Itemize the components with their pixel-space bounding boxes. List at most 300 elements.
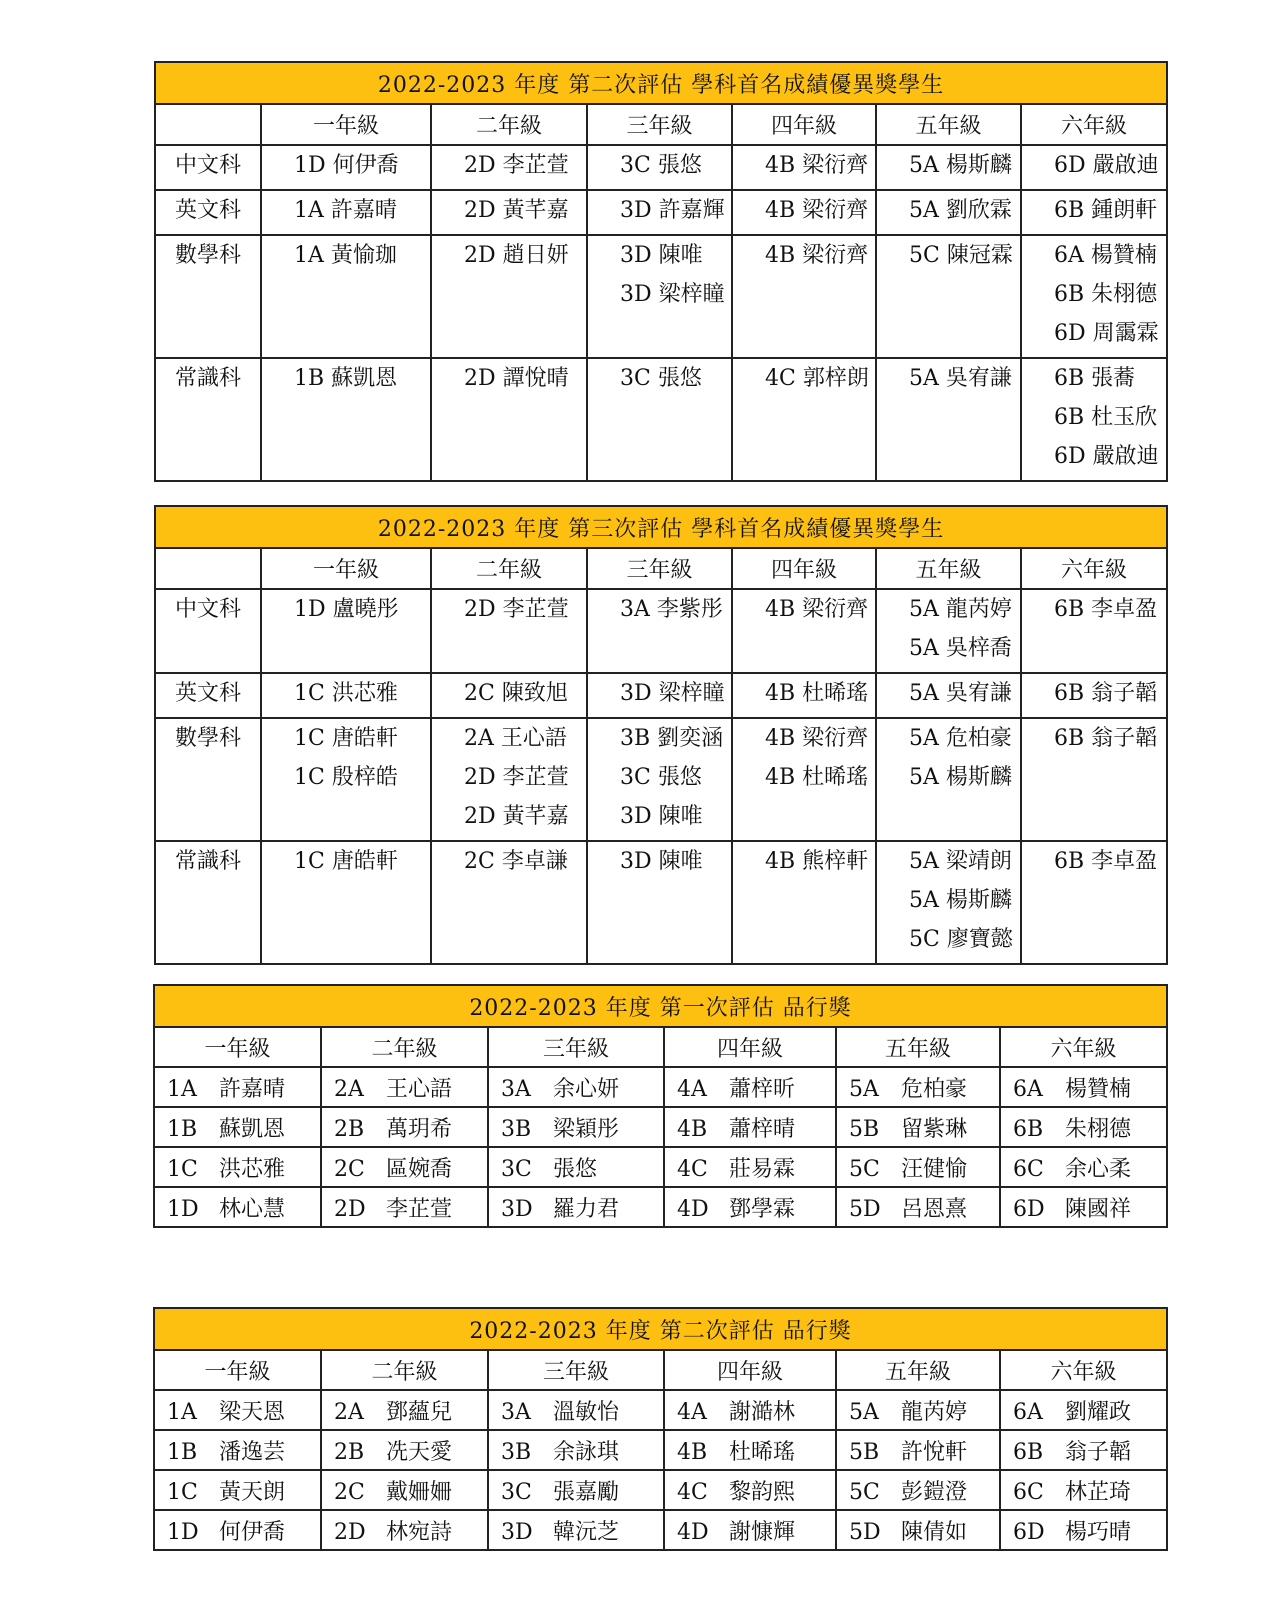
award-cell — [876, 145, 1021, 190]
conduct-cell — [664, 1430, 836, 1470]
student-entry: 2C 陳致旭 — [464, 681, 568, 706]
award-cell — [431, 718, 587, 841]
student-entry: 5A 楊斯麟 — [909, 888, 1012, 913]
subject-name — [155, 145, 261, 190]
conduct-cell — [154, 1147, 321, 1187]
conduct-cell — [321, 1510, 488, 1550]
student-name: 戴姍姍 — [386, 1479, 453, 1505]
student-name: 林芷琦 — [1065, 1479, 1132, 1505]
conduct-award-table-assessment-2 — [153, 1307, 1168, 1551]
conduct-cell — [1000, 1430, 1167, 1470]
class-code: 1D — [167, 1519, 199, 1545]
conduct-row — [154, 1430, 1167, 1470]
award-cell — [876, 358, 1021, 481]
subject-name — [155, 190, 261, 235]
student-entry: 1B 蘇凱恩 — [294, 366, 398, 391]
conduct-cell — [664, 1147, 836, 1187]
student-entry: 4B 熊梓軒 — [765, 849, 869, 874]
class-code: 4A — [677, 1076, 707, 1102]
student-entry: 5A 劉欣霖 — [909, 198, 1012, 223]
grade-header: 五年級 — [836, 1027, 1000, 1067]
class-code: 6D — [1013, 1196, 1045, 1222]
award-cell — [431, 841, 587, 964]
student-name: 潘逸芸 — [219, 1439, 286, 1465]
student-name: 汪健愉 — [901, 1156, 968, 1182]
award-cell — [587, 190, 732, 235]
student-name: 鄧學霖 — [729, 1196, 796, 1222]
student-entry: 6B 翁子韜 — [1054, 726, 1158, 751]
student-entry: 3D 許嘉輝 — [620, 198, 725, 223]
conduct-cell — [1000, 1510, 1167, 1550]
conduct-cell — [154, 1430, 321, 1470]
award-cell — [1021, 673, 1167, 718]
conduct-cell — [1000, 1390, 1167, 1430]
student-name: 蕭梓昕 — [729, 1076, 796, 1102]
grade-header: 五年級 — [876, 104, 1021, 145]
grade-header: 四年級 — [664, 1350, 836, 1390]
conduct-cell — [836, 1107, 1000, 1147]
grade-header-row — [154, 1027, 1167, 1067]
award-cell — [876, 841, 1021, 964]
grade-header: 三年級 — [587, 548, 732, 589]
grade-header: 六年級 — [1000, 1350, 1167, 1390]
student-entry: 5A 吳宥謙 — [909, 366, 1012, 391]
class-code: 2D — [334, 1519, 366, 1545]
student-name: 林宛詩 — [386, 1519, 453, 1545]
student-entry: 2D 李芷萱 — [464, 153, 569, 178]
student-entry: 2C 李卓謙 — [464, 849, 568, 874]
conduct-cell — [1000, 1107, 1167, 1147]
class-code: 4D — [677, 1519, 709, 1545]
student-name: 黎韵熙 — [729, 1479, 796, 1505]
student-name: 許悅軒 — [901, 1439, 968, 1465]
conduct-cell — [154, 1470, 321, 1510]
student-entry: 5A 楊斯麟 — [909, 765, 1012, 790]
award-cell — [876, 235, 1021, 358]
student-entry: 1C 唐皓軒 — [294, 726, 398, 751]
conduct-row — [154, 1187, 1167, 1227]
student-name: 謝澔林 — [729, 1399, 796, 1425]
subject-name — [155, 841, 261, 964]
conduct-cell — [664, 1470, 836, 1510]
award-cell — [261, 235, 431, 358]
award-cell — [261, 589, 431, 673]
conduct-cell — [321, 1470, 488, 1510]
conduct-cell — [321, 1067, 488, 1107]
student-entry: 3B 劉奕涵 — [620, 726, 724, 751]
grade-header: 二年級 — [431, 548, 587, 589]
class-code: 2B — [334, 1439, 365, 1465]
conduct-cell — [154, 1187, 321, 1227]
award-cell — [876, 673, 1021, 718]
student-name: 朱栩德 — [1065, 1116, 1132, 1142]
student-name: 余詠琪 — [553, 1439, 620, 1465]
student-entry: 4B 梁衍齊 — [765, 243, 869, 268]
conduct-cell — [836, 1390, 1000, 1430]
class-code: 3D — [501, 1519, 533, 1545]
award-cell — [261, 718, 431, 841]
award-cell — [431, 235, 587, 358]
class-code: 4A — [677, 1399, 707, 1425]
subject-row — [155, 718, 1167, 841]
award-cell — [587, 841, 732, 964]
student-entry: 2D 李芷萱 — [464, 765, 569, 790]
student-entry: 5A 吳梓喬 — [909, 636, 1012, 661]
academic-award-table-assessment-3 — [154, 505, 1168, 965]
student-entry: 3D 陳唯 — [620, 243, 703, 268]
student-entry: 6B 張蕎 — [1054, 366, 1136, 391]
subject-name — [155, 358, 261, 481]
conduct-cell — [836, 1147, 1000, 1187]
student-entry: 1C 唐皓軒 — [294, 849, 398, 874]
grade-header: 六年級 — [1021, 548, 1167, 589]
subject-row — [155, 235, 1167, 358]
class-code: 2A — [334, 1076, 364, 1102]
subject-name — [155, 589, 261, 673]
class-code: 2C — [334, 1479, 365, 1505]
conduct-cell — [664, 1510, 836, 1550]
class-code: 3B — [501, 1116, 532, 1142]
conduct-cell — [488, 1470, 664, 1510]
grade-header: 四年級 — [664, 1027, 836, 1067]
class-code: 5D — [849, 1519, 881, 1545]
conduct-cell — [154, 1067, 321, 1107]
student-name: 洪芯雅 — [219, 1156, 286, 1182]
award-cell — [587, 589, 732, 673]
student-entry: 5A 危柏豪 — [909, 726, 1012, 751]
conduct-cell — [1000, 1067, 1167, 1107]
conduct-cell — [488, 1390, 664, 1430]
award-cell — [1021, 841, 1167, 964]
student-name: 劉耀政 — [1065, 1399, 1132, 1425]
student-name: 李芷萱 — [386, 1196, 453, 1222]
grade-header: 一年級 — [261, 104, 431, 145]
student-name: 陳倩如 — [901, 1519, 968, 1545]
conduct-cell — [664, 1187, 836, 1227]
conduct-cell — [1000, 1187, 1167, 1227]
student-entry: 4B 梁衍齊 — [765, 153, 869, 178]
conduct-cell — [664, 1067, 836, 1107]
student-name: 余心妍 — [553, 1076, 620, 1102]
conduct-row — [154, 1067, 1167, 1107]
grade-header: 三年級 — [587, 104, 732, 145]
award-cell — [587, 145, 732, 190]
conduct-cell — [664, 1390, 836, 1430]
student-name: 韓沅芝 — [553, 1519, 620, 1545]
student-entry: 4B 杜晞瑤 — [765, 681, 869, 706]
subject-label: 中文科 — [174, 153, 241, 178]
class-code: 3A — [501, 1076, 531, 1102]
student-entry: 5A 吳宥謙 — [909, 681, 1012, 706]
grade-header: 一年級 — [261, 548, 431, 589]
subject-label: 中文科 — [174, 597, 241, 622]
class-code: 1C — [167, 1479, 198, 1505]
student-name: 留紫琳 — [901, 1116, 968, 1142]
conduct-cell — [488, 1187, 664, 1227]
class-code: 3B — [501, 1439, 532, 1465]
table-title: 2022-2023 年度 第二次評估 學科首名成績優異獎學生 — [155, 62, 1167, 104]
student-entry: 2A 王心語 — [464, 726, 567, 751]
conduct-cell — [321, 1147, 488, 1187]
award-cell — [261, 673, 431, 718]
subject-label: 數學科 — [174, 726, 241, 751]
student-name: 莊易霖 — [729, 1156, 796, 1182]
class-code: 6C — [1013, 1479, 1044, 1505]
student-name: 林心慧 — [219, 1196, 286, 1222]
student-entry: 6D 嚴啟迪 — [1054, 153, 1159, 178]
student-entry: 6B 李卓盈 — [1054, 597, 1158, 622]
student-name: 蕭梓晴 — [729, 1116, 796, 1142]
award-cell — [431, 589, 587, 673]
grade-header-row — [154, 1350, 1167, 1390]
grade-header-row — [155, 548, 1167, 589]
award-cell — [732, 718, 876, 841]
conduct-cell — [488, 1067, 664, 1107]
student-name: 危柏豪 — [901, 1076, 968, 1102]
student-entry: 6B 李卓盈 — [1054, 849, 1158, 874]
class-code: 3C — [501, 1479, 532, 1505]
subject-label: 數學科 — [174, 243, 241, 268]
grade-header: 四年級 — [732, 104, 876, 145]
student-entry: 4B 梁衍齊 — [765, 597, 869, 622]
conduct-cell — [1000, 1470, 1167, 1510]
grade-header: 四年級 — [732, 548, 876, 589]
class-code: 2D — [334, 1196, 366, 1222]
grade-header: 六年級 — [1021, 104, 1167, 145]
student-name: 溫敏怡 — [553, 1399, 620, 1425]
grade-header: 五年級 — [876, 548, 1021, 589]
award-cell — [1021, 589, 1167, 673]
student-entry: 5A 楊斯麟 — [909, 153, 1012, 178]
class-code: 5A — [849, 1399, 879, 1425]
student-name: 陳國祥 — [1065, 1196, 1132, 1222]
table-title: 2022-2023 年度 第一次評估 品行獎 — [154, 985, 1167, 1027]
class-code: 6A — [1013, 1399, 1043, 1425]
class-code: 5C — [849, 1479, 880, 1505]
subject-row — [155, 841, 1167, 964]
award-cell — [431, 145, 587, 190]
student-name: 冼天愛 — [386, 1439, 453, 1465]
class-code: 6D — [1013, 1519, 1045, 1545]
conduct-row — [154, 1390, 1167, 1430]
subject-name — [155, 235, 261, 358]
student-entry: 6B 鍾朗軒 — [1054, 198, 1158, 223]
student-entry: 3D 陳唯 — [620, 804, 703, 829]
conduct-cell — [488, 1430, 664, 1470]
award-cell — [1021, 358, 1167, 481]
student-entry: 4B 梁衍齊 — [765, 726, 869, 751]
class-code: 1D — [167, 1196, 199, 1222]
student-entry: 4B 杜晞瑤 — [765, 765, 869, 790]
student-name: 羅力君 — [553, 1196, 620, 1222]
student-entry: 3C 張悠 — [620, 153, 702, 178]
student-name: 謝慷輝 — [729, 1519, 796, 1545]
conduct-cell — [488, 1147, 664, 1187]
class-code: 1C — [167, 1156, 198, 1182]
student-entry: 1A 許嘉晴 — [294, 198, 397, 223]
student-entry: 6B 翁子韜 — [1054, 681, 1158, 706]
class-code: 3A — [501, 1399, 531, 1425]
student-entry: 3D 陳唯 — [620, 849, 703, 874]
student-name: 王心語 — [386, 1076, 453, 1102]
class-code: 4C — [677, 1156, 708, 1182]
student-name: 區婉喬 — [386, 1156, 453, 1182]
award-cell — [261, 358, 431, 481]
award-cell — [431, 673, 587, 718]
award-cell — [261, 190, 431, 235]
award-cell — [1021, 718, 1167, 841]
class-code: 6C — [1013, 1156, 1044, 1182]
student-name: 龍芮婷 — [901, 1399, 968, 1425]
student-entry: 2D 趙日妍 — [464, 243, 569, 268]
subject-row — [155, 190, 1167, 235]
student-entry: 3D 梁梓瞳 — [620, 282, 725, 307]
award-cell — [431, 358, 587, 481]
conduct-cell — [154, 1510, 321, 1550]
class-code: 5D — [849, 1196, 881, 1222]
student-name: 楊贊楠 — [1065, 1076, 1132, 1102]
grade-header-row — [155, 104, 1167, 145]
grade-header: 二年級 — [321, 1027, 488, 1067]
student-entry: 2D 李芷萱 — [464, 597, 569, 622]
grade-header: 三年級 — [488, 1350, 664, 1390]
student-name: 翁子韜 — [1065, 1439, 1132, 1465]
student-entry: 6D 周靄霖 — [1054, 321, 1159, 346]
table-title: 2022-2023 年度 第二次評估 品行獎 — [154, 1308, 1167, 1350]
conduct-cell — [488, 1107, 664, 1147]
student-entry: 1D 何伊喬 — [294, 153, 399, 178]
grade-header: 三年級 — [488, 1027, 664, 1067]
subject-row — [155, 145, 1167, 190]
award-cell — [732, 145, 876, 190]
class-code: 2C — [334, 1156, 365, 1182]
award-cell — [732, 235, 876, 358]
conduct-cell — [836, 1470, 1000, 1510]
student-name: 杜晞瑤 — [729, 1439, 796, 1465]
conduct-row — [154, 1147, 1167, 1187]
student-name: 何伊喬 — [219, 1519, 286, 1545]
award-cell — [431, 190, 587, 235]
class-code: 6B — [1013, 1116, 1044, 1142]
student-entry: 5A 龍芮婷 — [909, 597, 1012, 622]
academic-award-table-assessment-2 — [154, 61, 1168, 482]
student-name: 梁穎彤 — [553, 1116, 620, 1142]
table-title: 2022-2023 年度 第三次評估 學科首名成績優異獎學生 — [155, 506, 1167, 548]
student-entry: 1C 殷梓皓 — [294, 765, 398, 790]
award-cell — [732, 358, 876, 481]
conduct-cell — [321, 1107, 488, 1147]
class-code: 6A — [1013, 1076, 1043, 1102]
student-name: 鄧蘊兒 — [386, 1399, 453, 1425]
student-entry: 5A 梁靖朗 — [909, 849, 1012, 874]
subject-row — [155, 358, 1167, 481]
student-name: 彭鎧澄 — [901, 1479, 968, 1505]
class-code: 3C — [501, 1156, 532, 1182]
award-cell — [587, 235, 732, 358]
student-entry: 4B 梁衍齊 — [765, 198, 869, 223]
student-entry: 2D 譚悅晴 — [464, 366, 569, 391]
subject-name — [155, 718, 261, 841]
conduct-cell — [836, 1187, 1000, 1227]
student-entry: 3C 張悠 — [620, 765, 702, 790]
award-cell — [1021, 190, 1167, 235]
conduct-row — [154, 1510, 1167, 1550]
student-entry: 1D 盧曉彤 — [294, 597, 399, 622]
award-cell — [261, 841, 431, 964]
award-cell — [587, 718, 732, 841]
award-cell — [261, 145, 431, 190]
conduct-cell — [1000, 1147, 1167, 1187]
grade-header: 一年級 — [154, 1027, 321, 1067]
student-entry: 2D 黃芊嘉 — [464, 198, 569, 223]
class-code: 1B — [167, 1116, 198, 1142]
conduct-row — [154, 1470, 1167, 1510]
student-entry: 6B 杜玉欣 — [1054, 405, 1158, 430]
award-cell — [587, 673, 732, 718]
class-code: 4B — [677, 1439, 708, 1465]
corner-cell — [155, 548, 261, 589]
conduct-cell — [154, 1107, 321, 1147]
subject-name — [155, 673, 261, 718]
award-cell — [732, 589, 876, 673]
student-entry: 1C 洪芯雅 — [294, 681, 398, 706]
class-code: 2A — [334, 1399, 364, 1425]
class-code: 4B — [677, 1116, 708, 1142]
student-name: 梁天恩 — [219, 1399, 286, 1425]
student-name: 余心柔 — [1065, 1156, 1132, 1182]
student-entry: 4C 郭梓朗 — [765, 366, 869, 391]
class-code: 1A — [167, 1076, 197, 1102]
subject-label: 常識科 — [174, 366, 241, 391]
student-name: 許嘉晴 — [219, 1076, 286, 1102]
student-entry: 3C 張悠 — [620, 366, 702, 391]
student-entry: 5C 陳冠霖 — [909, 243, 1013, 268]
conduct-cell — [488, 1510, 664, 1550]
grade-header: 二年級 — [431, 104, 587, 145]
conduct-row — [154, 1107, 1167, 1147]
subject-row — [155, 673, 1167, 718]
class-code: 3D — [501, 1196, 533, 1222]
conduct-cell — [836, 1510, 1000, 1550]
student-entry: 1A 黃愉珈 — [294, 243, 397, 268]
class-code: 5B — [849, 1116, 880, 1142]
award-cell — [1021, 235, 1167, 358]
class-code: 4D — [677, 1196, 709, 1222]
grade-header: 六年級 — [1000, 1027, 1167, 1067]
award-cell — [876, 190, 1021, 235]
student-name: 張悠 — [553, 1156, 598, 1182]
student-name: 蘇凱恩 — [219, 1116, 286, 1142]
student-name: 張嘉勵 — [553, 1479, 620, 1505]
conduct-cell — [154, 1390, 321, 1430]
student-name: 楊巧晴 — [1065, 1519, 1132, 1545]
conduct-cell — [836, 1067, 1000, 1107]
corner-cell — [155, 104, 261, 145]
student-entry: 2D 黃芊嘉 — [464, 804, 569, 829]
class-code: 1B — [167, 1439, 198, 1465]
subject-row — [155, 589, 1167, 673]
award-cell — [1021, 145, 1167, 190]
conduct-award-table-assessment-1 — [153, 984, 1168, 1228]
subject-label: 英文科 — [174, 198, 241, 223]
class-code: 2B — [334, 1116, 365, 1142]
student-entry: 3D 梁梓瞳 — [620, 681, 725, 706]
award-cell — [587, 358, 732, 481]
student-name: 呂恩熹 — [901, 1196, 968, 1222]
grade-header: 二年級 — [321, 1350, 488, 1390]
conduct-cell — [664, 1107, 836, 1147]
class-code: 4C — [677, 1479, 708, 1505]
